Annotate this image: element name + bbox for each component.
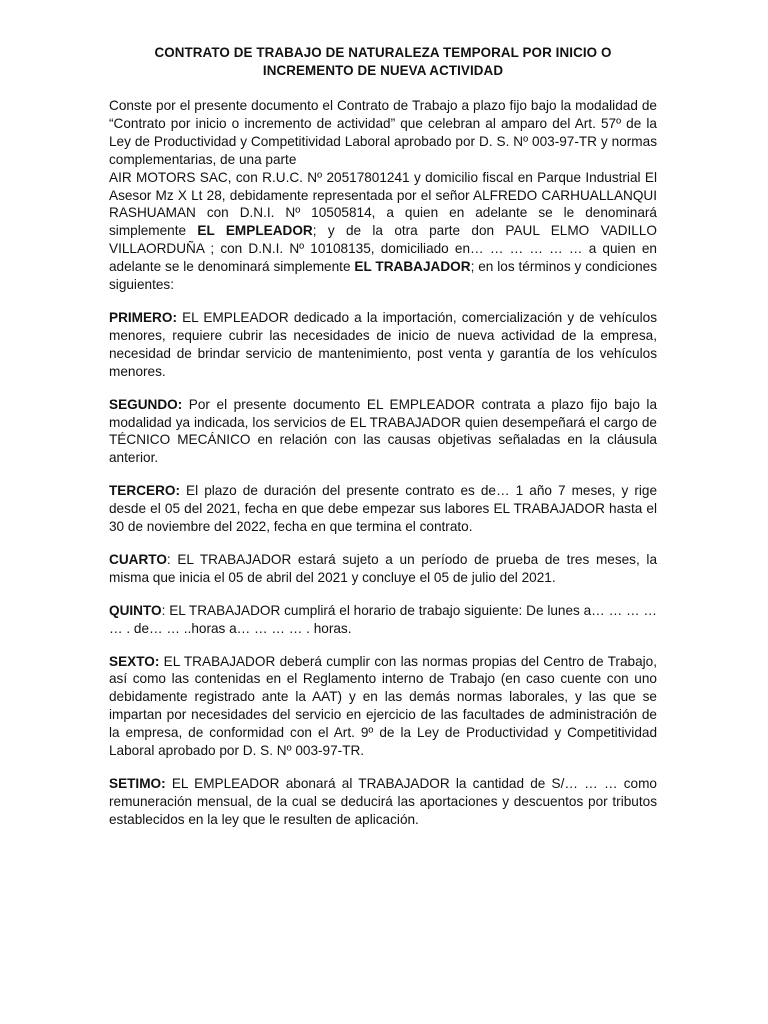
clause-label: SEGUNDO: bbox=[109, 396, 183, 412]
document-page bbox=[109, 44, 657, 829]
clause-tercero bbox=[109, 482, 657, 536]
clause-setimo bbox=[109, 775, 657, 829]
intro-part-3: ; y de la otra parte don PAUL ELMO VADILLO VILLAORDUÑA ; con D.N.I. Nº 10108135, domiciliado en… … … … … … a quien en adelante se le denominará simplemente bbox=[109, 223, 657, 275]
intro-part-2: AIR MOTORS SAC, con R.U.C. Nº 20517801241 y domicilio fiscal en Parque Industrial El Asesor Mz X Lt 28, debidamente representada por el señor ALFREDO CARHUALLANQUI RASHUAMAN con D.N.I. Nº 10505814, a quien en adelante se le denominará simplemente bbox=[109, 169, 657, 239]
title-line-2: INCREMENTO DE NUEVA ACTIVIDAD bbox=[262, 63, 504, 78]
clause-sexto bbox=[109, 653, 657, 760]
clause-text: EL EMPLEADOR abonará al TRABAJADOR la cantidad de S/… … … como remuneración mensual, de la cual se deducirá las aportaciones y descuentos por tributos establecidos en la ley que le resulten de aplicación. bbox=[109, 776, 657, 827]
clause-label: PRIMERO: bbox=[109, 309, 177, 325]
clause-text: : EL TRABAJADOR estará sujeto a un período de prueba de tres meses, la misma que inicia el 05 de abril del 2021 y concluye el 05 de julio del 2021. bbox=[109, 551, 657, 585]
clause-text: : EL TRABAJADOR cumplirá el horario de trabajo siguiente: De lunes a… … … … … . de… … ..horas a… … … … . horas. bbox=[109, 602, 657, 636]
clause-label: CUARTO bbox=[109, 551, 167, 567]
trabajador-term: EL TRABAJADOR bbox=[354, 259, 471, 275]
clause-text: El plazo de duración del presente contrato es de… 1 año 7 meses, y rige desde el 05 del 2021, fecha en que debe empezar sus labores EL TRABAJADOR hasta el 30 de noviembre del 2022, fecha en que termina el contrato. bbox=[109, 483, 657, 535]
clause-label: SEXTO: bbox=[109, 653, 160, 669]
clause-text: Por el presente documento EL EMPLEADOR contrata a plazo fijo bajo la modalidad ya indicada, los servicios de EL TRABAJADOR quien desempeñará el cargo de TÉCNICO MECÁNICO en relación con las causas objetivas señaladas en la cláusula anterior. bbox=[109, 396, 657, 466]
empleador-term: EL EMPLEADOR bbox=[197, 223, 313, 239]
clause-text: EL EMPLEADOR dedicado a la importación, comercialización y de vehículos menores, requiere cubrir las necesidades de inicio de nueva actividad de la empresa, necesidad de brindar servicio de mantenimiento, post venta y garantía de los vehículos menores. bbox=[109, 309, 657, 379]
clause-cuarto bbox=[109, 551, 657, 587]
clause-segundo bbox=[109, 396, 657, 468]
clause-text: EL TRABAJADOR deberá cumplir con las normas propias del Centro de Trabajo, así como las contenidas en el Reglamento interno de Trabajo (en caso cuente con uno debidamente registrado ante la AAT) y en las demás normas laborales, y las que se impartan por necesidades del servicio en ejercicio de las facultades de administración de la empresa, de conformidad con el Art. 9º de la Ley de Productividad y Competitividad Laboral aprobado por D. S. Nº 003-97-TR. bbox=[109, 653, 657, 759]
clause-label: TERCERO: bbox=[109, 483, 180, 499]
clause-label: QUINTO bbox=[109, 602, 162, 618]
clause-quinto bbox=[109, 602, 657, 638]
intro-part-4: ; en los términos y condiciones siguientes: bbox=[109, 259, 657, 293]
clause-primero bbox=[109, 309, 657, 381]
intro-paragraph bbox=[109, 97, 657, 294]
title-line-1: CONTRATO DE TRABAJO DE NATURALEZA TEMPORAL POR INICIO O bbox=[154, 45, 612, 60]
clause-label: SETIMO: bbox=[109, 776, 166, 791]
document-title bbox=[109, 44, 657, 80]
intro-part-1: Conste por el presente documento el Contrato de Trabajo a plazo fijo bajo la modalidad de “Contrato por inicio o incremento de actividad” que celebran al amparo del Art. 57º de la Ley de Productividad y Competitividad Laboral aprobado por D. S. Nº 003-97-TR y normas complementarias, de una parte bbox=[109, 98, 657, 167]
